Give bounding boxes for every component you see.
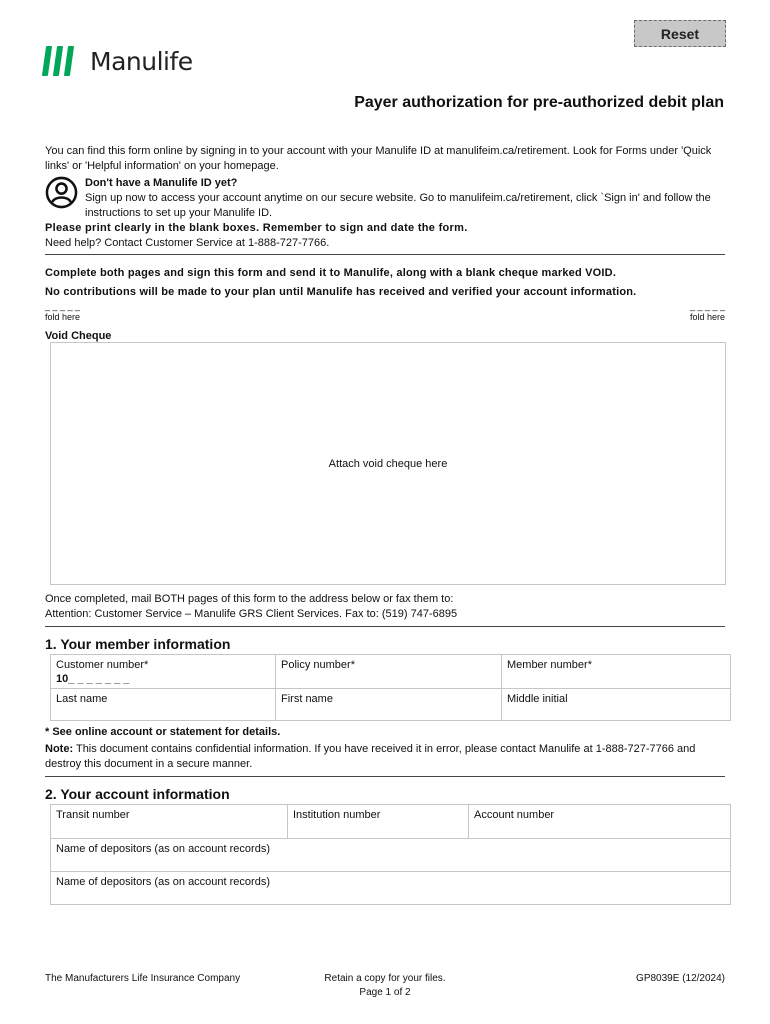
account-number-field[interactable] [469, 805, 730, 839]
depositor-name-field-1[interactable] [51, 839, 730, 872]
note-text: This document contains confidential information. If you have received it in error, please contact Manulife at 1-888-727-7766 and destroy this document in a secure manner. [45, 743, 696, 770]
section-2-number: 2. [45, 786, 57, 802]
policy-number-label: Policy number* [281, 659, 355, 671]
form-title: Payer authorization for pre-authorized debit plan [354, 94, 724, 111]
section-2-title [45, 786, 230, 802]
depositor-name-field-2[interactable] [51, 872, 730, 904]
middle-initial-label: Middle initial [507, 693, 568, 705]
divider [45, 626, 725, 627]
first-name-label: First name [281, 693, 333, 705]
logo-text: Manulife [90, 46, 193, 76]
middle-initial-field[interactable] [502, 689, 730, 720]
depositor-name-label: Name of depositors (as on account records) [56, 876, 270, 888]
transit-number-label: Transit number [56, 809, 130, 821]
account-number-label: Account number [474, 809, 555, 821]
fold-mark-right [690, 301, 725, 323]
note-label: Note: [45, 743, 74, 755]
section-1-title [45, 636, 230, 652]
last-name-field[interactable] [51, 689, 276, 720]
void-cheque-label: Void Cheque [45, 330, 112, 342]
void-cheque-attachment-area [50, 342, 726, 585]
intro-text: You can find this form online by signing in to your account with your Manulife ID at manulifeim.ca/retirement. Look for Forms under 'Quick links' or 'Helpful information' on your homepage. [45, 145, 712, 172]
user-account-icon [45, 176, 78, 209]
footer-form-code: GP8039E (12/2024) [636, 973, 725, 984]
submission-line-2: No contributions will be made to your plan until Manulife has received and verified your account information. [45, 286, 637, 298]
footer-page-number: Page 1 of 2 [359, 987, 411, 998]
transit-number-field[interactable] [51, 805, 288, 839]
section-1-heading: Your member information [60, 636, 231, 652]
manulife-id-notice [45, 176, 725, 221]
customer-number-field[interactable] [51, 655, 276, 689]
id-notice-heading: Don't have a Manulife ID yet? [85, 177, 238, 189]
fold-dashes: _ _ _ _ _ [45, 301, 81, 311]
last-name-label: Last name [56, 693, 108, 705]
reset-button[interactable]: Reset [634, 20, 726, 47]
customer-number-value: 10_ _ _ _ _ _ _ [56, 673, 130, 685]
fold-dashes: _ _ _ _ _ [689, 301, 725, 311]
institution-number-field[interactable] [288, 805, 469, 839]
divider [45, 776, 725, 777]
footer-center [285, 972, 485, 1000]
help-contact: Need help? Contact Customer Service at 1-888-727-7766. [45, 237, 330, 249]
print-instructions [45, 221, 468, 251]
section-2-heading: Your account information [60, 786, 230, 802]
mail-line-1: Once completed, mail BOTH pages of this form to the address below or fax them to: [45, 593, 454, 605]
void-cheque-placeholder: Attach void cheque here [328, 457, 448, 470]
manulife-logo [44, 46, 193, 76]
member-number-field[interactable] [502, 655, 730, 689]
footer-company: The Manufacturers Life Insurance Company [45, 973, 241, 984]
submission-instructions [45, 264, 636, 302]
fold-label: fold here [45, 312, 81, 322]
mail-instructions [45, 592, 457, 622]
confidentiality-note [45, 742, 725, 772]
footer-retain: Retain a copy for your files. [324, 973, 446, 984]
depositor-name-label: Name of depositors (as on account records) [56, 843, 270, 855]
fold-label: fold here [689, 312, 725, 322]
section-1-number: 1. [45, 636, 57, 652]
divider [45, 254, 725, 255]
account-info-grid [50, 804, 731, 905]
manulife-logo-icon [44, 46, 72, 76]
member-info-footnote: * See online account or statement for details. [45, 726, 281, 738]
mail-line-2: Attention: Customer Service – Manulife GRS Client Services. Fax to: (519) 747-6895 [45, 608, 458, 620]
member-info-grid [50, 654, 731, 721]
submission-line-1: Complete both pages and sign this form and send it to Manulife, along with a blank cheque marked VOID. [45, 267, 617, 279]
customer-number-label: Customer number* [56, 659, 149, 671]
id-notice-text: Sign up now to access your account anytime on our secure website. Go to manulifeim.ca/retirement, click `Sign in' and follow the instructions to set up your Manulife ID. [85, 192, 711, 219]
first-name-field[interactable] [276, 689, 502, 720]
institution-number-label: Institution number [293, 809, 381, 821]
policy-number-field[interactable] [276, 655, 502, 689]
member-number-label: Member number* [507, 659, 592, 671]
print-instructions-heading: Please print clearly in the blank boxes. Remember to sign and date the form. [45, 222, 468, 234]
fold-mark-left [45, 301, 80, 323]
